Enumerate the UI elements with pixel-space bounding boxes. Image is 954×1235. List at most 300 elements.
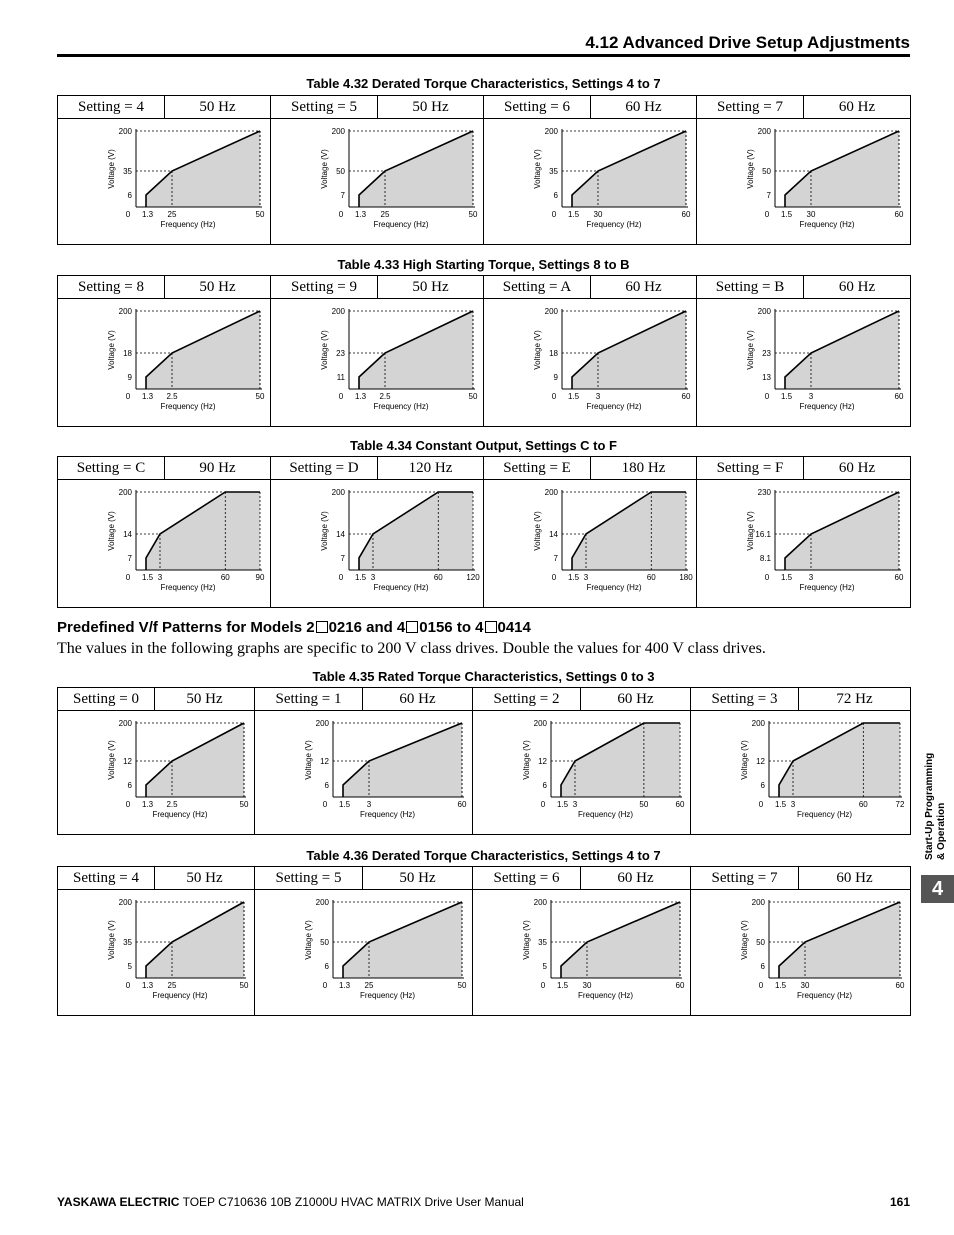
- frequency-label: 180 Hz: [591, 457, 697, 480]
- x-tick-label: 1.5: [781, 210, 793, 219]
- vf-fill-area: [785, 492, 899, 570]
- y-axis-title: Voltage (V): [522, 740, 531, 780]
- x-tick-label: 1.5: [781, 392, 793, 401]
- y-tick-label: 200: [315, 898, 329, 907]
- y-tick-label: 6: [760, 781, 765, 790]
- placeholder-box-icon: [406, 621, 418, 633]
- setting-label: Setting = 3: [691, 688, 799, 711]
- y-tick-label: 7: [340, 191, 345, 200]
- x-tick-label: 50: [255, 210, 265, 219]
- predefined-body: The values in the following graphs are specific to 200 V class drives. Double the values for 400 V class drives.: [57, 640, 766, 657]
- vf-fill-area: [146, 723, 244, 797]
- vf-chart: [484, 119, 696, 243]
- x-tick-label: 0: [338, 210, 344, 219]
- x-axis-title: Frequency (Hz): [799, 220, 855, 229]
- vf-fill-area: [572, 492, 686, 570]
- vf-fill-area: [572, 311, 686, 389]
- y-tick-label: 13: [762, 373, 771, 382]
- y-axis-title: Voltage (V): [304, 920, 313, 960]
- y-axis-title: Voltage (V): [740, 740, 749, 780]
- y-tick-label: 12: [756, 757, 765, 766]
- placeholder-box-icon: [485, 621, 497, 633]
- y-tick-label: 14: [123, 530, 132, 539]
- x-tick-label: 0: [758, 981, 764, 990]
- x-tick-label: 72: [895, 800, 905, 809]
- y-tick-label: 230: [757, 488, 771, 497]
- vf-chart-cell: [697, 119, 911, 245]
- frequency-label: 60 Hz: [804, 276, 911, 299]
- x-tick-label: 1.5: [781, 573, 793, 582]
- y-tick-label: 6: [324, 962, 329, 971]
- x-tick-label: 1.5: [775, 800, 787, 809]
- frequency-label: 60 Hz: [591, 96, 697, 119]
- x-tick-label: 1.5: [557, 981, 569, 990]
- y-tick-label: 11: [336, 373, 345, 382]
- y-tick-label: 5: [127, 962, 132, 971]
- y-tick-label: 12: [123, 757, 132, 766]
- vf-chart: [484, 299, 696, 425]
- table-caption: Table 4.33 High Starting Torque, Settings 8 to B: [337, 257, 630, 272]
- x-tick-label: 30: [593, 210, 603, 219]
- y-tick-label: 200: [331, 127, 345, 136]
- y-axis-title: Voltage (V): [107, 920, 116, 960]
- x-tick-label: 25: [167, 210, 177, 219]
- frequency-label: 60 Hz: [581, 867, 691, 890]
- y-axis-title: Voltage (V): [746, 330, 755, 370]
- predefined-heading: [57, 619, 531, 636]
- y-tick-label: 50: [336, 167, 345, 176]
- header-rule: [57, 54, 910, 57]
- x-tick-label: 0: [764, 210, 770, 219]
- x-tick-label: 50: [468, 210, 478, 219]
- setting-label: Setting = A: [484, 276, 591, 299]
- y-axis-title: Voltage (V): [533, 511, 542, 551]
- section-title: 4.12 Advanced Drive Setup Adjustments: [585, 33, 910, 52]
- x-tick-label: 0: [125, 981, 131, 990]
- chapter-tab: 4: [921, 875, 954, 903]
- vf-chart-cell: [697, 480, 911, 608]
- x-tick-label: 2.5: [379, 392, 391, 401]
- frequency-label: 60 Hz: [581, 688, 691, 711]
- y-tick-label: 6: [127, 781, 132, 790]
- setting-label: Setting = 5: [255, 867, 363, 890]
- y-axis-title: Voltage (V): [746, 149, 755, 189]
- setting-label: Setting = 4: [58, 867, 155, 890]
- predefined-heading-part: 0414: [497, 619, 531, 636]
- vf-fill-area: [359, 311, 473, 389]
- x-tick-label: 2.5: [166, 800, 178, 809]
- x-tick-label: 50: [468, 392, 478, 401]
- y-tick-label: 9: [127, 373, 132, 382]
- vf-chart-cell: [484, 480, 697, 608]
- y-tick-label: 200: [751, 898, 765, 907]
- x-tick-label: 1.5: [142, 573, 154, 582]
- vf-fill-area: [785, 131, 899, 207]
- x-axis-title: Frequency (Hz): [160, 220, 216, 229]
- x-tick-label: 0: [764, 392, 770, 401]
- frequency-label: 60 Hz: [363, 688, 473, 711]
- x-tick-label: 1.5: [557, 800, 569, 809]
- frequency-label: 50 Hz: [165, 276, 271, 299]
- vf-chart: [255, 711, 472, 833]
- x-tick-label: 1.5: [568, 573, 580, 582]
- y-tick-label: 200: [544, 307, 558, 316]
- x-tick-label: 60: [220, 573, 230, 582]
- x-tick-label: 60: [681, 210, 691, 219]
- y-tick-label: 200: [315, 719, 329, 728]
- y-axis-title: Voltage (V): [522, 920, 531, 960]
- vf-fill-area: [146, 492, 260, 570]
- vf-table-4-33: [57, 275, 911, 427]
- vf-chart-cell: [58, 890, 255, 1016]
- y-tick-label: 7: [340, 554, 345, 563]
- x-tick-label: 0: [125, 573, 131, 582]
- vf-chart: [484, 480, 696, 606]
- frequency-label: 50 Hz: [165, 96, 271, 119]
- x-tick-label: 1.5: [568, 392, 580, 401]
- x-tick-label: 30: [806, 210, 816, 219]
- y-tick-label: 12: [320, 757, 329, 766]
- y-tick-label: 35: [549, 167, 558, 176]
- y-axis-title: Voltage (V): [107, 330, 116, 370]
- x-tick-label: 60: [675, 800, 685, 809]
- x-axis-title: Frequency (Hz): [160, 402, 216, 411]
- y-tick-label: 200: [751, 719, 765, 728]
- x-axis-title: Frequency (Hz): [586, 220, 642, 229]
- vf-table-4-35: [57, 687, 911, 835]
- vf-chart-cell: [484, 119, 697, 245]
- y-axis-title: Voltage (V): [533, 330, 542, 370]
- x-axis-title: Frequency (Hz): [577, 810, 634, 819]
- x-tick-label: 30: [800, 981, 810, 990]
- setting-label: Setting = 4: [58, 96, 165, 119]
- frequency-label: 50 Hz: [378, 96, 484, 119]
- x-tick-label: 60: [895, 981, 905, 990]
- x-tick-label: 0: [125, 392, 131, 401]
- vf-fill-area: [146, 311, 260, 389]
- x-tick-label: 3: [790, 800, 796, 809]
- y-tick-label: 50: [756, 938, 765, 947]
- setting-label: Setting = E: [484, 457, 591, 480]
- y-tick-label: 200: [331, 488, 345, 497]
- x-axis-title: Frequency (Hz): [359, 991, 416, 1000]
- y-tick-label: 35: [538, 938, 547, 947]
- y-tick-label: 16.1: [755, 530, 771, 539]
- vf-chart: [271, 299, 483, 425]
- vf-chart: [271, 119, 483, 243]
- x-tick-label: 0: [322, 981, 328, 990]
- x-tick-label: 120: [466, 573, 480, 582]
- frequency-label: 90 Hz: [165, 457, 271, 480]
- y-tick-label: 200: [118, 488, 132, 497]
- y-tick-label: 7: [766, 191, 771, 200]
- table-caption: Table 4.32 Derated Torque Characteristics, Settings 4 to 7: [306, 76, 661, 91]
- y-axis-title: Voltage (V): [320, 330, 329, 370]
- y-tick-label: 18: [549, 349, 558, 358]
- x-tick-label: 1.5: [355, 573, 367, 582]
- setting-label: Setting = 0: [58, 688, 155, 711]
- y-tick-label: 7: [127, 554, 132, 563]
- setting-label: Setting = C: [58, 457, 165, 480]
- chapter-side-line: & Operation: [936, 802, 947, 860]
- frequency-label: 60 Hz: [804, 96, 911, 119]
- chapter-side-label: [924, 753, 948, 860]
- x-tick-label: 3: [583, 573, 589, 582]
- x-tick-label: 0: [540, 800, 546, 809]
- y-tick-label: 14: [549, 530, 558, 539]
- y-tick-label: 23: [762, 349, 771, 358]
- x-axis-title: Frequency (Hz): [359, 810, 416, 819]
- y-tick-label: 200: [118, 898, 132, 907]
- y-axis-title: Voltage (V): [107, 511, 116, 551]
- footer-doc: [57, 1195, 524, 1209]
- x-axis-title: Frequency (Hz): [799, 583, 855, 592]
- y-tick-label: 35: [123, 167, 132, 176]
- vf-chart-cell: [58, 711, 255, 835]
- x-tick-label: 30: [582, 981, 592, 990]
- vf-chart: [691, 890, 910, 1014]
- y-tick-label: 50: [762, 167, 771, 176]
- x-tick-label: 50: [255, 392, 265, 401]
- x-axis-title: Frequency (Hz): [586, 583, 642, 592]
- vf-fill-area: [359, 131, 473, 207]
- x-tick-label: 3: [157, 573, 163, 582]
- y-tick-label: 200: [544, 127, 558, 136]
- y-tick-label: 6: [127, 191, 132, 200]
- x-axis-title: Frequency (Hz): [373, 583, 429, 592]
- y-tick-label: 6: [324, 781, 329, 790]
- vf-chart-cell: [473, 890, 691, 1016]
- vf-chart-cell: [271, 119, 484, 245]
- vf-chart: [473, 890, 690, 1014]
- frequency-label: 50 Hz: [155, 867, 255, 890]
- vf-chart: [255, 890, 472, 1014]
- x-tick-label: 90: [255, 573, 265, 582]
- vf-chart-cell: [697, 299, 911, 427]
- x-tick-label: 3: [808, 573, 814, 582]
- vf-chart: [697, 480, 909, 606]
- x-axis-title: Frequency (Hz): [586, 402, 642, 411]
- frequency-label: 72 Hz: [799, 688, 911, 711]
- vf-chart-cell: [473, 711, 691, 835]
- x-tick-label: 60: [894, 573, 904, 582]
- y-tick-label: 14: [336, 530, 345, 539]
- y-tick-label: 18: [123, 349, 132, 358]
- vf-chart-cell: [255, 890, 473, 1016]
- setting-label: Setting = 6: [473, 867, 581, 890]
- x-tick-label: 0: [125, 210, 131, 219]
- x-tick-label: 50: [239, 981, 249, 990]
- vf-chart: [697, 299, 909, 425]
- setting-label: Setting = 8: [58, 276, 165, 299]
- y-axis-title: Voltage (V): [320, 511, 329, 551]
- y-tick-label: 5: [542, 962, 547, 971]
- x-tick-label: 3: [572, 800, 578, 809]
- vf-chart: [697, 119, 909, 243]
- vf-chart-cell: [58, 480, 271, 608]
- x-tick-label: 2.5: [166, 392, 178, 401]
- x-tick-label: 180: [679, 573, 693, 582]
- vf-table-4-34: [57, 456, 911, 608]
- setting-label: Setting = 9: [271, 276, 378, 299]
- predefined-heading-part: 0216 and 4: [328, 619, 406, 636]
- y-tick-label: 200: [533, 898, 547, 907]
- setting-label: Setting = 5: [271, 96, 378, 119]
- x-axis-title: Frequency (Hz): [796, 991, 853, 1000]
- x-tick-label: 3: [366, 800, 372, 809]
- x-tick-label: 1.3: [339, 981, 351, 990]
- y-tick-label: 9: [553, 373, 558, 382]
- vf-fill-area: [779, 723, 900, 797]
- setting-label: Setting = D: [271, 457, 378, 480]
- x-tick-label: 50: [239, 800, 249, 809]
- x-tick-label: 60: [646, 573, 656, 582]
- page-number: 161: [889, 1195, 910, 1209]
- vf-chart-cell: [484, 299, 697, 427]
- y-axis-title: Voltage (V): [320, 149, 329, 189]
- vf-chart: [58, 119, 270, 243]
- vf-chart: [58, 299, 270, 425]
- y-axis-title: Voltage (V): [746, 511, 755, 551]
- y-tick-label: 6: [553, 191, 558, 200]
- y-tick-label: 6: [542, 781, 547, 790]
- table-caption: Table 4.34 Constant Output, Settings C to F: [350, 438, 617, 453]
- x-axis-title: Frequency (Hz): [152, 991, 208, 1000]
- x-tick-label: 1.3: [142, 392, 154, 401]
- y-tick-label: 200: [544, 488, 558, 497]
- vf-chart-cell: [271, 299, 484, 427]
- predefined-heading-part: 0156 to 4: [419, 619, 484, 636]
- x-tick-label: 0: [540, 981, 546, 990]
- x-tick-label: 0: [764, 573, 770, 582]
- x-tick-label: 60: [433, 573, 443, 582]
- y-tick-label: 12: [538, 757, 547, 766]
- frequency-label: 50 Hz: [363, 867, 473, 890]
- x-tick-label: 3: [595, 392, 601, 401]
- x-axis-title: Frequency (Hz): [373, 220, 429, 229]
- y-tick-label: 200: [118, 719, 132, 728]
- x-tick-label: 60: [894, 210, 904, 219]
- vf-fill-area: [146, 131, 260, 207]
- vf-chart-cell: [58, 299, 271, 427]
- vf-chart-cell: [271, 480, 484, 608]
- x-axis-title: Frequency (Hz): [160, 583, 216, 592]
- vf-fill-area: [561, 723, 680, 797]
- y-tick-label: 200: [757, 127, 771, 136]
- x-axis-title: Frequency (Hz): [799, 402, 855, 411]
- x-tick-label: 3: [808, 392, 814, 401]
- x-tick-label: 0: [125, 800, 131, 809]
- frequency-label: 60 Hz: [799, 867, 911, 890]
- vf-fill-area: [146, 902, 244, 978]
- setting-label: Setting = F: [697, 457, 804, 480]
- x-tick-label: 0: [551, 210, 557, 219]
- y-tick-label: 23: [336, 349, 345, 358]
- chapter-side-line: Start-Up Programming: [924, 752, 935, 860]
- x-tick-label: 3: [370, 573, 376, 582]
- x-tick-label: 50: [457, 981, 467, 990]
- y-tick-label: 6: [760, 962, 765, 971]
- vf-chart: [58, 480, 270, 606]
- x-tick-label: 60: [681, 392, 691, 401]
- vf-chart-cell: [255, 711, 473, 835]
- table-caption: Table 4.36 Derated Torque Characteristics, Settings 4 to 7: [306, 848, 661, 863]
- frequency-label: 50 Hz: [378, 276, 484, 299]
- x-tick-label: 25: [364, 981, 374, 990]
- x-tick-label: 0: [338, 573, 344, 582]
- x-tick-label: 1.5: [568, 210, 580, 219]
- x-tick-label: 0: [758, 800, 764, 809]
- y-tick-label: 50: [320, 938, 329, 947]
- vf-fill-area: [779, 902, 900, 978]
- table-caption: Table 4.35 Rated Torque Characteristics, Settings 0 to 3: [312, 669, 655, 684]
- y-tick-label: 200: [757, 307, 771, 316]
- vf-table-4-32: [57, 95, 911, 245]
- x-tick-label: 60: [858, 800, 868, 809]
- x-tick-label: 60: [675, 981, 685, 990]
- vf-chart-cell: [691, 711, 911, 835]
- x-tick-label: 25: [167, 981, 177, 990]
- vf-chart: [473, 711, 690, 833]
- x-tick-label: 1.5: [339, 800, 351, 809]
- y-tick-label: 7: [553, 554, 558, 563]
- vf-fill-area: [572, 131, 686, 207]
- x-tick-label: 1.3: [355, 392, 367, 401]
- x-tick-label: 0: [322, 800, 328, 809]
- vf-chart: [271, 480, 483, 606]
- frequency-label: 120 Hz: [378, 457, 484, 480]
- setting-label: Setting = 6: [484, 96, 591, 119]
- frequency-label: 60 Hz: [591, 276, 697, 299]
- x-tick-label: 0: [338, 392, 344, 401]
- setting-label: Setting = 7: [691, 867, 799, 890]
- x-tick-label: 1.5: [775, 981, 787, 990]
- x-tick-label: 60: [894, 392, 904, 401]
- vf-chart: [58, 711, 254, 833]
- x-tick-label: 1.3: [355, 210, 367, 219]
- x-tick-label: 25: [380, 210, 390, 219]
- x-tick-label: 60: [457, 800, 467, 809]
- y-tick-label: 200: [118, 127, 132, 136]
- x-axis-title: Frequency (Hz): [373, 402, 429, 411]
- frequency-label: 50 Hz: [155, 688, 255, 711]
- y-tick-label: 200: [118, 307, 132, 316]
- y-axis-title: Voltage (V): [533, 149, 542, 189]
- setting-label: Setting = 1: [255, 688, 363, 711]
- setting-label: Setting = 7: [697, 96, 804, 119]
- vf-fill-area: [359, 492, 473, 570]
- vf-fill-area: [785, 311, 899, 389]
- vf-chart: [58, 890, 254, 1014]
- vf-fill-area: [343, 723, 462, 797]
- placeholder-box-icon: [316, 621, 328, 633]
- footer-brand: YASKAWA ELECTRIC: [57, 1195, 180, 1209]
- y-tick-label: 200: [331, 307, 345, 316]
- x-tick-label: 0: [551, 573, 557, 582]
- x-axis-title: Frequency (Hz): [577, 991, 634, 1000]
- y-axis-title: Voltage (V): [107, 740, 116, 780]
- vf-chart: [691, 711, 910, 833]
- y-axis-title: Voltage (V): [304, 740, 313, 780]
- y-axis-title: Voltage (V): [107, 149, 116, 189]
- setting-label: Setting = 2: [473, 688, 581, 711]
- y-axis-title: Voltage (V): [740, 920, 749, 960]
- y-tick-label: 8.1: [759, 554, 771, 563]
- vf-fill-area: [561, 902, 680, 978]
- x-tick-label: 1.3: [142, 210, 154, 219]
- vf-chart-cell: [58, 119, 271, 245]
- y-tick-label: 200: [533, 719, 547, 728]
